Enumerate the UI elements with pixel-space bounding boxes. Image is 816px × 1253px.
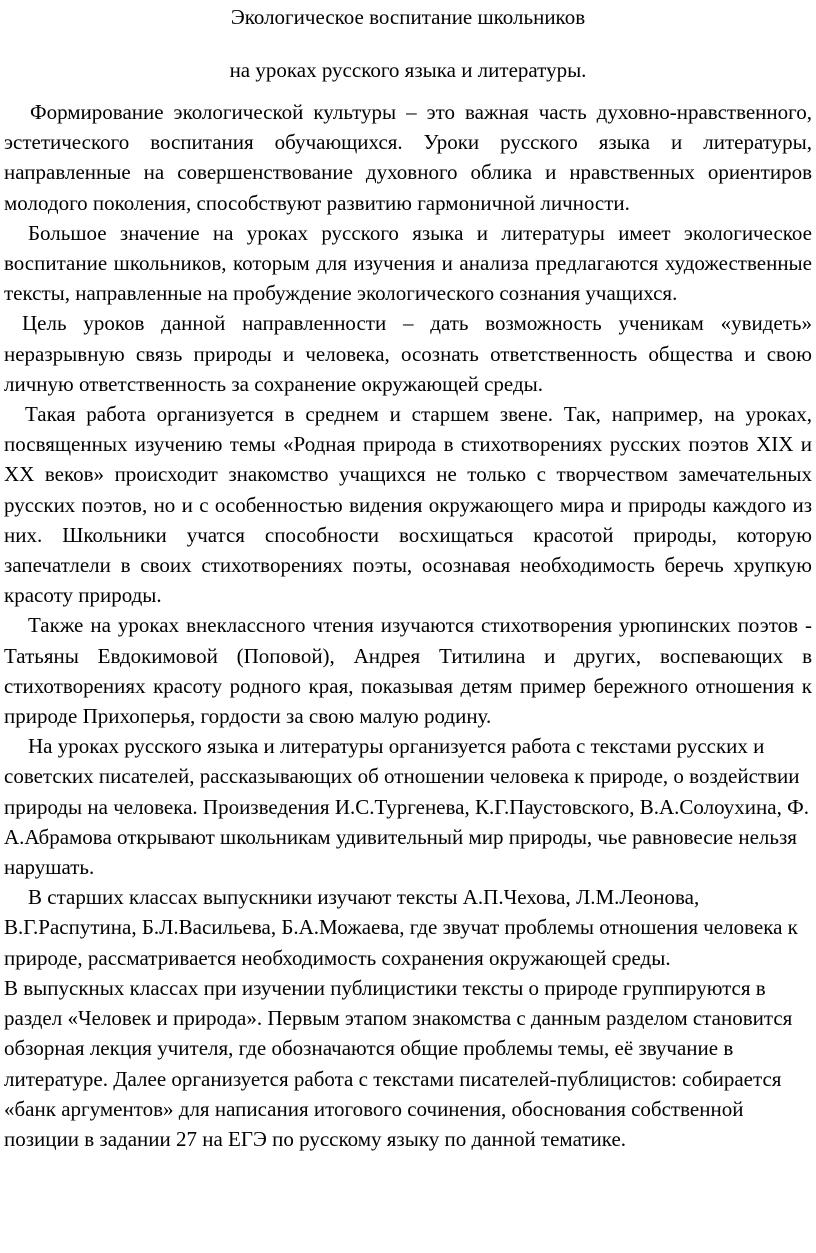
paragraph-6: На уроках русского языка и литературы организуется работа с текстами русских и советских писателей, рассказывающих об отношении человека к природе, о воздействии природы на человека. Произведения И.С.Тургенева, К.Г.Паустовского, В.А.Солоухина, Ф. А.Абрамова открывают школьникам удивительный мир природы, чье равновесие нельзя нарушать. bbox=[4, 734, 809, 880]
paragraph-8: В выпускных классах при изучении публицистики тексты о природе группируются в раздел «Человек и природа». Первым этапом знакомства с данным разделом становится обзорная лекция учителя, где обозначаются общие проблемы темы, её звучание в литературе. Далее организуется работа с текстами писателей-публицистов: собирается «банк аргументов» для написания итогового сочинения, обоснования собственной позиции в задании 27 на ЕГЭ по русскому языку по данной тематике. bbox=[4, 975, 793, 1151]
paragraph-5: Также на уроках внеклассного чтения изучаются стихотворения урюпинских поэтов - Татьяны Евдокимовой (Поповой), Андрея Титилина и других, воспевающих в стихотворениях красоту родного края, показывая детям пример бережного отношения к природе Прихоперья, гордости за свою малую родину. bbox=[4, 613, 812, 729]
paragraph-1: Формирование экологической культуры – это важная часть духовно-нравственного, эстетического воспитания обучающихся. Уроки русского языка и литературы, направленные на совершенствование духовного облика и нравственных ориентиров молодого поколения, способствуют развитию гармоничной личности. bbox=[4, 100, 812, 215]
document-title-line-2: на уроках русского языка и литературы. bbox=[229, 58, 587, 82]
paragraph-4: Такая работа организуется в среднем и старшем звене. Так, например, на уроках, посвященных изучению темы «Родная природа в стихотворениях русских поэтов XIX и XX веков» происходит знакомство учащихся не только с творчеством замечательных русских поэтов, но и с особенностью видения окружающего мира и природы каждого из них. Школьники учатся способности восхищаться красотой природы, которую запечатлели в своих стихотворениях поэты, осознавая необходимость беречь хрупкую красоту природы. bbox=[4, 402, 812, 608]
paragraph-3: Цель уроков данной направленности – дать возможность ученикам «увидеть» неразрывную связь природы и человека, осознать ответственность общества и свою личную ответственность за сохранение окружающей среды. bbox=[4, 311, 812, 396]
paragraph-7: В старших классах выпускники изучают тексты А.П.Чехова, Л.М.Леонова, В.Г.Распутина, Б.Л.Васильева, Б.А.Можаева, где звучат проблемы отношения человека к природе, рассматривается необходимость сохранения окружающей среды. bbox=[4, 885, 798, 970]
paragraph-2: Большое значение на уроках русского языка и литературы имеет экологическое воспитание школьников, которым для изучения и анализа предлагаются художественные тексты, направленные на пробуждение экологического сознания учащихся. bbox=[4, 220, 812, 306]
document-title-line-1: Экологическое воспитание школьников bbox=[230, 5, 586, 29]
